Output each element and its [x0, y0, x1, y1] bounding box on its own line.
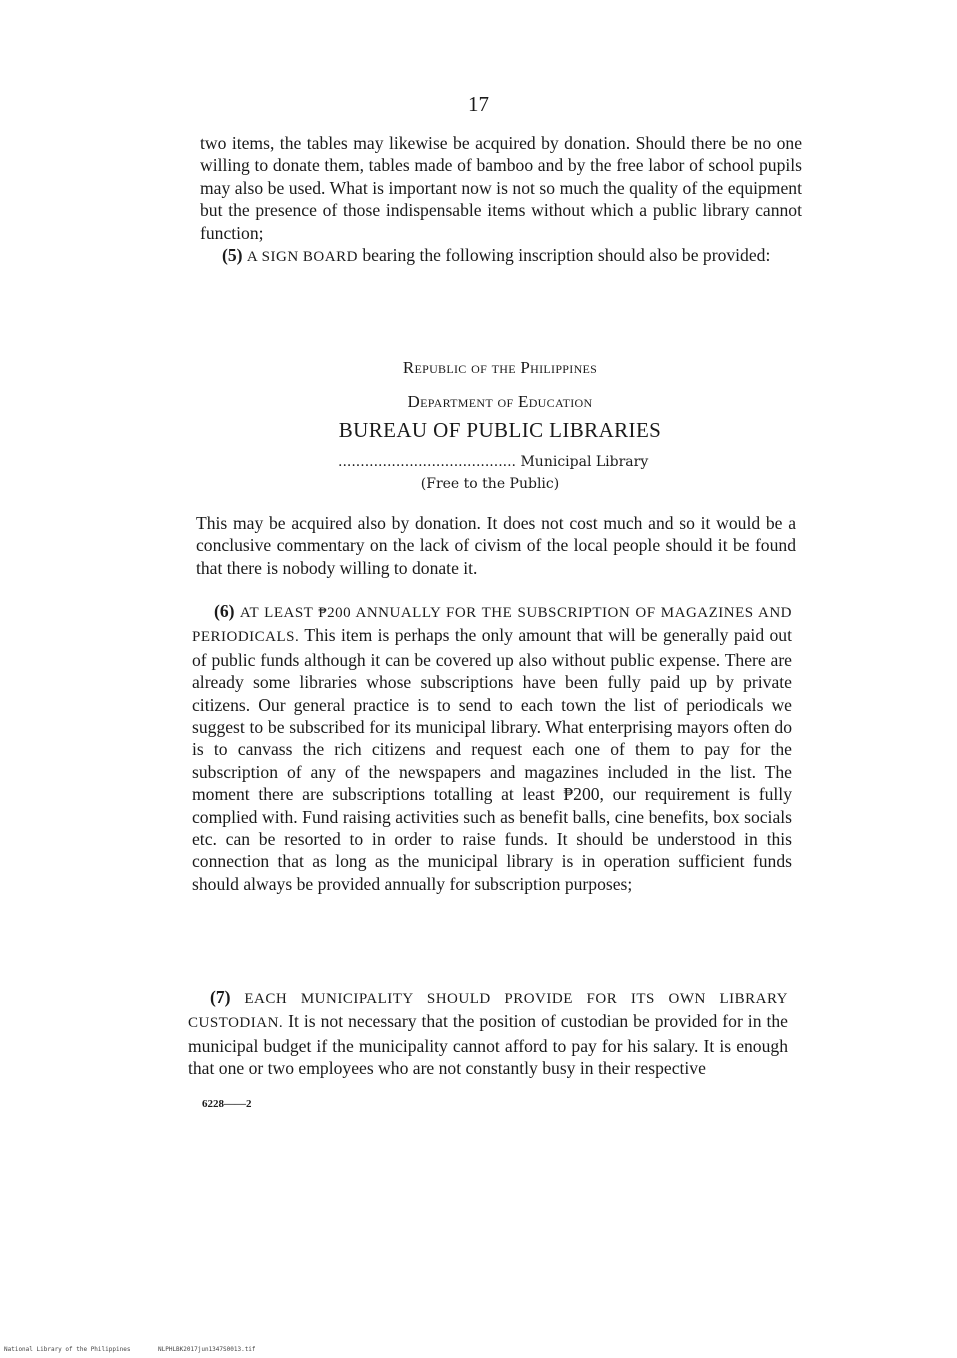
- item-7: [188, 986, 788, 1080]
- item-6-text: This item is perhaps the only amount that will be generally paid out of public funds although it can be covered up also without public expense. There are already some libraries whose subscriptions have been fully paid up by private citizens. Our general practice is to send to each town the list of periodicals we suggest to be subscribed for its municipal library. What enterprising mayors often do is to canvass the rich citizens and request each one of them to pay for the subscription of any of the newspapers and magazines included in the list. The moment there are subscriptions totalling at least ₱200, our requirement is fully complied with. Fund raising activities such as benefit balls, cine benefits, box socials etc. can be resorted to in order to raise funds. It should be understood in this connection that as long as the municipal library is in operation sufficient funds should always be provided annually for subscription purposes;: [192, 625, 792, 894]
- item-5-heading: A SIGN BOARD: [246, 249, 358, 266]
- page-number: 17: [468, 92, 489, 116]
- sign-republic: Republic of the Philippines: [402, 358, 598, 377]
- sign-dots: ........................................: [338, 454, 517, 470]
- sign-free: (Free to the Public): [420, 476, 560, 492]
- paragraph-text: two items, the tables may likewise be acquired by donation. Should there be no one willing to donate them, tables made of bamboo and by the free labor of school pupils may also be used. What is important now is not so much the quality of the equipment but the presence of those indispensable items without which a public library cannot function;: [200, 133, 802, 243]
- paragraph-text: This may be acquired also by donation. It does not cost much and so it would be a conclusive commentary on the lack of civism of the local people should it be found that there is nobody willing to donate it.: [196, 513, 796, 578]
- item-7-heading: EACH MUNICIPALITY SHOULD PROVIDE FOR ITS OWN LIBRARY CUSTODIAN.: [188, 991, 788, 1032]
- footer-filename: NLPHLBK2017jun1347S0013.tif: [158, 1346, 256, 1353]
- paragraph-donation: [196, 512, 796, 579]
- item-5: [200, 244, 802, 268]
- item-6-number: (6): [214, 601, 235, 621]
- footer-source: National Library of the Philippines: [4, 1346, 131, 1353]
- paragraph-continuation: [200, 132, 802, 268]
- signature-mark: 6228——2: [202, 1098, 252, 1110]
- sign-bureau: BUREAU OF PUBLIC LIBRARIES: [338, 418, 662, 442]
- item-5-number: (5): [222, 245, 243, 266]
- item-5-text: bearing the following inscription should also be provided:: [362, 245, 771, 266]
- item-7-number: (7): [210, 987, 231, 1007]
- item-7-text: It is not necessary that the position of custodian be provided for in the municipal budget if the municipality cannot afford to pay for his salary. It is enough that one or two employees who are not constantly busy in their respective: [188, 1011, 788, 1079]
- sign-municipal: Municipal Library: [520, 454, 649, 470]
- item-6-heading: AT LEAST ₱200 ANNUALLY FOR THE SUBSCRIPTION OF MAGAZINES AND PERIODICALS.: [192, 605, 792, 646]
- item-6: [192, 600, 792, 895]
- sign-department: Department of Education: [407, 392, 593, 411]
- sign-municipal-line: [338, 454, 648, 470]
